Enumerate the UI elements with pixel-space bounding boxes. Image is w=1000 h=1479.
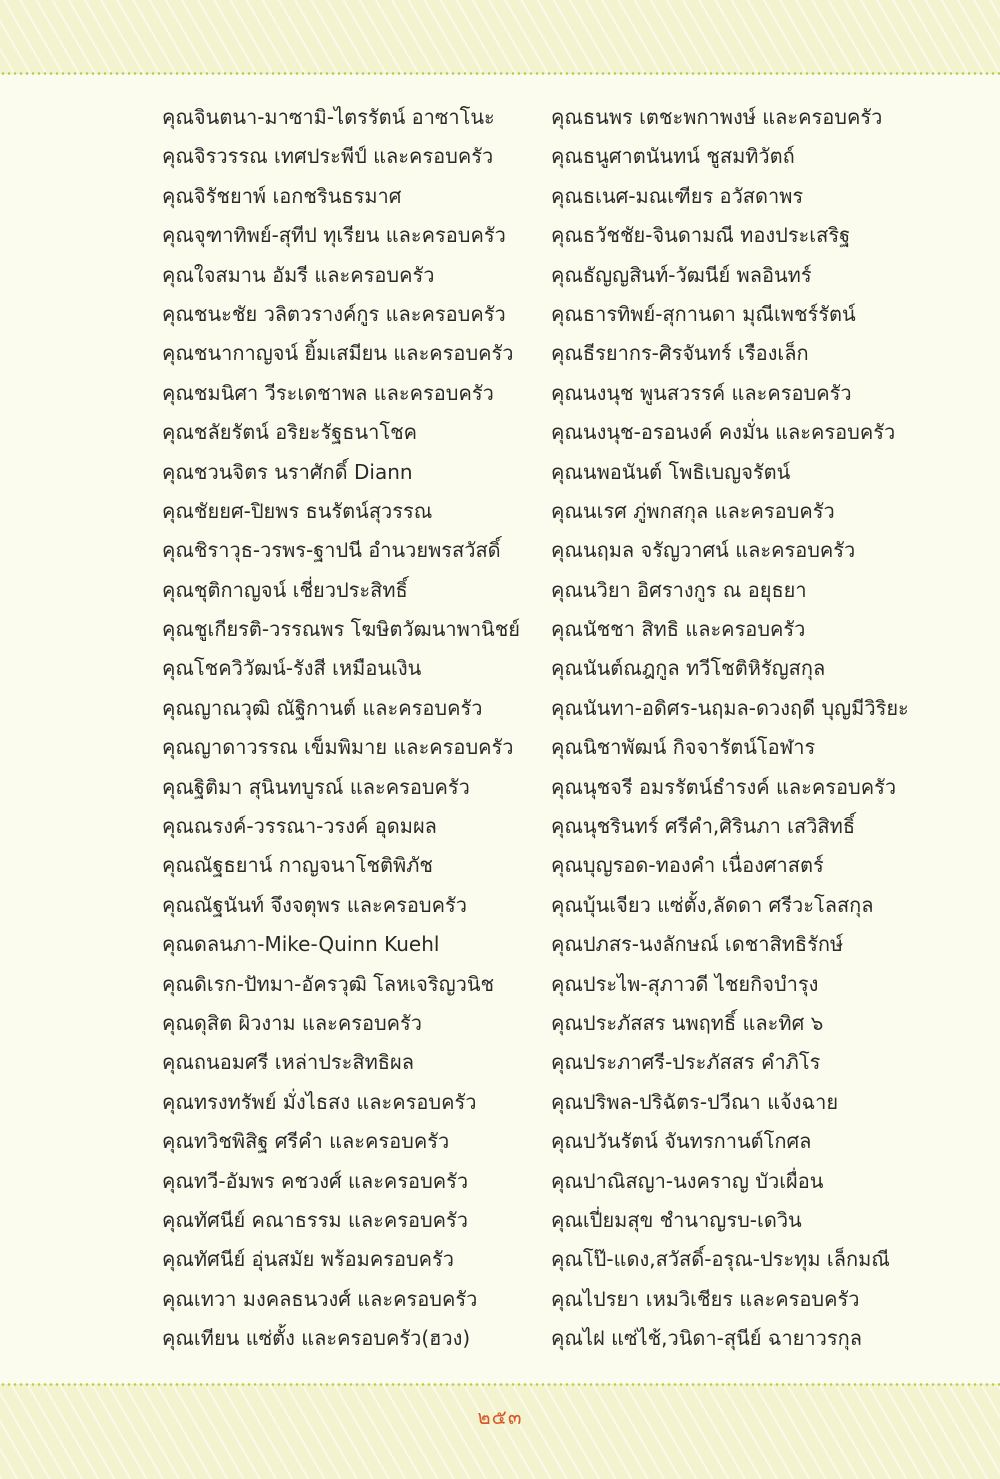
list-item: คุณชูเกียรติ-วรรณพร โฆษิตวัฒนาพานิชย์ — [162, 617, 521, 642]
list-item: คุณนพอนันต์ โพธิเบญจรัตน์ — [551, 459, 791, 484]
list-item: คุณทัศนีย์ คณาธรรม และครอบครัว — [162, 1207, 469, 1232]
list-item: คุณประภาศรี-ประภัสสร คำภิโร — [551, 1050, 821, 1075]
list-item: คุณณรงค์-วรรณา-วรงค์ อุดมผล — [162, 814, 437, 839]
list-item: คุณเทวา มงคลธนวงศ์ และครอบครัว — [162, 1286, 478, 1311]
list-item: คุณธัญญสินท์-วัฒนีย์ พลอินทร์ — [551, 262, 812, 287]
list-item: คุณญาดาวรรณ เข็มพิมาย และครอบครัว — [162, 735, 514, 760]
right-name-list — [551, 98, 981, 1359]
list-item: คุณนันทา-อดิศร-นฤมล-ดวงฤดี บุญมีวิริยะ — [551, 695, 909, 720]
list-item: คุณชนะชัย วลิตวรางค์กูร และครอบครัว — [162, 301, 506, 326]
list-item: คุณไฝ แซ่ไช้,วนิดา-สุนีย์ ฉายาวรกุล — [551, 1326, 862, 1351]
list-item: คุณชัยยศ-ปิยพร ธนรัตน์สุวรรณ — [162, 498, 433, 523]
list-item: คุณโป๊-แดง,สวัสดิ์-อรุณ-ประทุม เล็กมณี — [551, 1247, 890, 1272]
list-item: คุณทวิชพิสิฐ ศรีคำ และครอบครัว — [162, 1129, 450, 1154]
list-item: คุณญาณวุฒิ ณัฐิกานต์ และครอบครัว — [162, 695, 483, 720]
list-item: คุณจิรวรรณ เทศประพีป์ และครอบครัว — [162, 144, 494, 169]
top-dotted-divider — [0, 72, 1000, 75]
list-item: คุณปวันรัตน์ จันทรกานต์โกศล — [551, 1129, 812, 1154]
list-item: คุณนฤมล จรัญวาศน์ และครอบครัว — [551, 538, 856, 563]
list-item: คุณทวี-อัมพร คชวงศ์ และครอบครัว — [162, 1168, 469, 1193]
list-item: คุณโชควิวัฒน์-รังสี เหมือนเงิน — [162, 656, 422, 681]
list-item: คุณปภสร-นงลักษณ์ เดชาสิทธิรักษ์ — [551, 932, 844, 957]
list-item: คุณไปรยา เหมวิเชียร และครอบครัว — [551, 1286, 860, 1311]
list-item: คุณบุญรอด-ทองคำ เนื่องศาสตร์ — [551, 853, 824, 878]
list-item: คุณชนากาญจน์ ยิ้มเสมียน และครอบครัว — [162, 341, 514, 366]
list-item: คุณนวิยา อิศรางกูร ณ อยุธยา — [551, 577, 807, 602]
list-item: คุณถนอมศรี เหล่าประสิทธิผล — [162, 1050, 414, 1075]
list-item: คุณธวัชชัย-จินดามณี ทองประเสริฐ — [551, 223, 851, 248]
list-item: คุณนงนุช พูนสวรรค์ และครอบครัว — [551, 380, 852, 405]
list-item: คุณประไพ-สุภาวดี ไชยกิจบำรุง — [551, 971, 819, 996]
list-item: คุณนงนุช-อรอนงค์ คงมั่น และครอบครัว — [551, 420, 896, 445]
list-item: คุณนุชจรี อมรรัตน์ธำรงค์ และครอบครัว — [551, 774, 897, 799]
list-item: คุณจุฑาทิพย์-สุทีป ทุเรียน และครอบครัว — [162, 223, 506, 248]
list-item: คุณธเนศ-มณเฑียร อวัสดาพร — [551, 183, 804, 208]
list-item: คุณประภัสสร นพฤทธิ์ และทิศ ๖ — [551, 1010, 824, 1035]
list-item: คุณนัชชา สิทธิ และครอบครัว — [551, 617, 806, 642]
list-item: คุณเทียน แซ่ตั้ง และครอบครัว(ฮวง) — [162, 1326, 471, 1351]
list-item: คุณทรงทรัพย์ มั่งไธสง และครอบครัว — [162, 1089, 477, 1114]
bottom-dotted-divider — [0, 1383, 1000, 1386]
list-item: คุณธารทิพย์-สุกานดา มุณีเพชร์รัตน์ — [551, 301, 856, 326]
list-item: คุณธีรยากร-ศิรจันทร์ เรืองเล็ก — [551, 341, 809, 366]
list-item: คุณณัฐนันท์ จึงจตุพร และครอบครัว — [162, 892, 467, 917]
list-item: คุณใจสมาน อัมรี และครอบครัว — [162, 262, 435, 287]
list-item: คุณชลัยรัตน์ อริยะรัฐธนาโชค — [162, 420, 418, 445]
list-item: คุณทัศนีย์ อุ่นสมัย พร้อมครอบครัว — [162, 1247, 455, 1272]
list-item: คุณชิราวุธ-วรพร-ฐาปนี อำนวยพรสวัสดิ์ — [162, 538, 501, 563]
list-item: คุณจินตนา-มาซามิ-ไตรรัตน์ อาซาโนะ — [162, 105, 495, 129]
list-item: คุณนเรศ ภู่พกสกุล และครอบครัว — [551, 498, 835, 523]
list-item: คุณจิรัชยาพ์ เอกชรินธรมาศ — [162, 183, 402, 208]
list-item: คุณชุติกาญจน์ เชี่ยวประสิทธิ์ — [162, 577, 408, 602]
list-item: คุณนุชรินทร์ ศรีคำ,ศิรินภา เสวิสิทธิ์ — [551, 814, 856, 839]
list-item: คุณณัฐธยาน์ กาญจนาโชติพิภัช — [162, 853, 433, 878]
list-item: คุณบุ้นเจียว แซ่ตั้ง,ลัดดา ศรีวะโลสกุล — [551, 892, 874, 917]
list-item: คุณปริพล-ปริฉัตร-ปวีณา แจ้งฉาย — [551, 1089, 839, 1114]
list-item: คุณชวนจิตร นราศักดิ์ Diann — [162, 459, 413, 484]
left-name-list — [162, 98, 542, 1359]
page-number: ๒๕๓ — [477, 1405, 523, 1429]
list-item: คุณดลนภา-Mike-Quinn Kuehl — [162, 932, 440, 957]
list-item: คุณฐิติมา สุนินทบูรณ์ และครอบครัว — [162, 774, 470, 799]
list-item: คุณดิเรก-ปัทมา-อัครวุฒิ โลหเจริญวนิช — [162, 971, 495, 996]
list-item: คุณนันต์ณฎกูล ทวีโชติหิรัญสกุล — [551, 656, 826, 681]
list-item: คุณนิชาพัฒน์ กิจจารัตน์โอฬาร — [551, 735, 816, 760]
list-item: คุณธนูศาตนันทน์ ชูสมทิวัตถ์ — [551, 144, 795, 169]
list-item: คุณเปี่ยมสุข ชำนาญรบ-เดวิน — [551, 1207, 802, 1232]
list-item: คุณธนพร เตชะพกาพงษ์ และครอบครัว — [551, 105, 883, 129]
list-item: คุณดุสิต ผิวงาม และครอบครัว — [162, 1010, 423, 1035]
list-item: คุณชมนิศา วีระเดชาพล และครอบครัว — [162, 380, 494, 405]
list-item: คุณปาณิสญา-นงคราญ บัวเผื่อน — [551, 1168, 824, 1193]
